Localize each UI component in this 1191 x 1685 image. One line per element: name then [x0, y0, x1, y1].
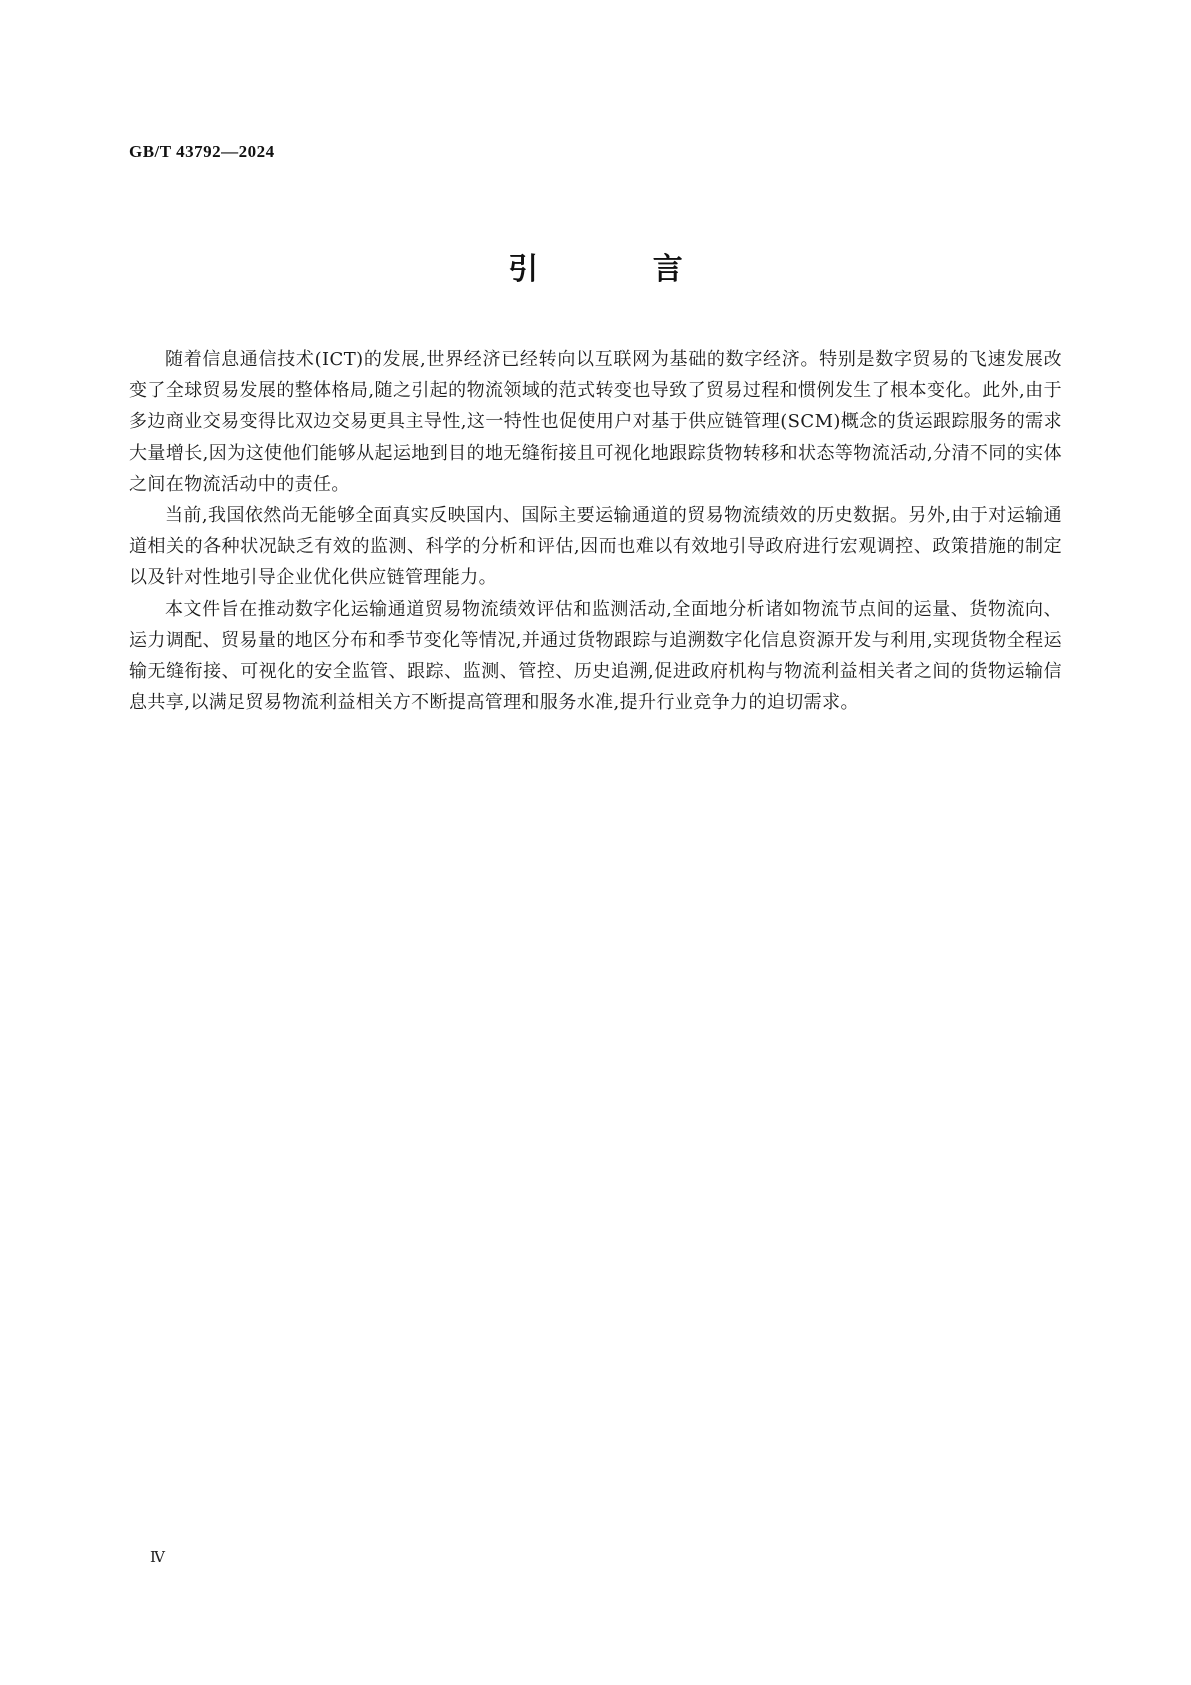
page-title: 引 言 — [508, 252, 735, 287]
paragraph-2: 当前,我国依然尚无能够全面真实反映国内、国际主要运输通道的贸易物流绩效的历史数据。另外,由于对运输通道相关的各种状况缺乏有效的监测、科学的分析和评估,因而也难以有效地引导政府进行宏观调控、政策措施的制定以及针对性地引导企业优化供应链管理能力。 — [129, 505, 1062, 589]
paragraph-3: 本文件旨在推动数字化运输通道贸易物流绩效评估和监测活动,全面地分析诸如物流节点间的运量、货物流向、运力调配、贸易量的地区分布和季节变化等情况,并通过货物跟踪与追溯数字化信息资源开发与利用,实现货物全程运输无缝衔接、可视化的安全监管、跟踪、监测、管控、历史追溯,促进政府机构与物流利益相关者之间的货物运输信息共享,以满足贸易物流利益相关方不断提高管理和服务水准,提升行业竞争力的迫切需求。 — [129, 598, 1062, 714]
paragraph-1: 随着信息通信技术(ICT)的发展,世界经济已经转向以互联网为基础的数字经济。特别是数字贸易的飞速发展改变了全球贸易发展的整体格局,随之引起的物流领域的范式转变也导致了贸易过程和惯例发生了根本变化。此外,由于多边商业交易变得比双边交易更具主导性,这一特性也促使用户对基于供应链管理(SCM)概念的货运跟踪服务的需求大量增长,因为这使他们能够从起运地到目的地无缝衔接且可视化地跟踪货物转移和状态等物流活动,分清不同的实体之间在物流活动中的责任。 — [129, 349, 1062, 495]
introduction-body — [129, 344, 1062, 718]
standard-number: GB/T 43792—2024 — [129, 142, 275, 161]
page-number: Ⅳ — [150, 1550, 165, 1566]
